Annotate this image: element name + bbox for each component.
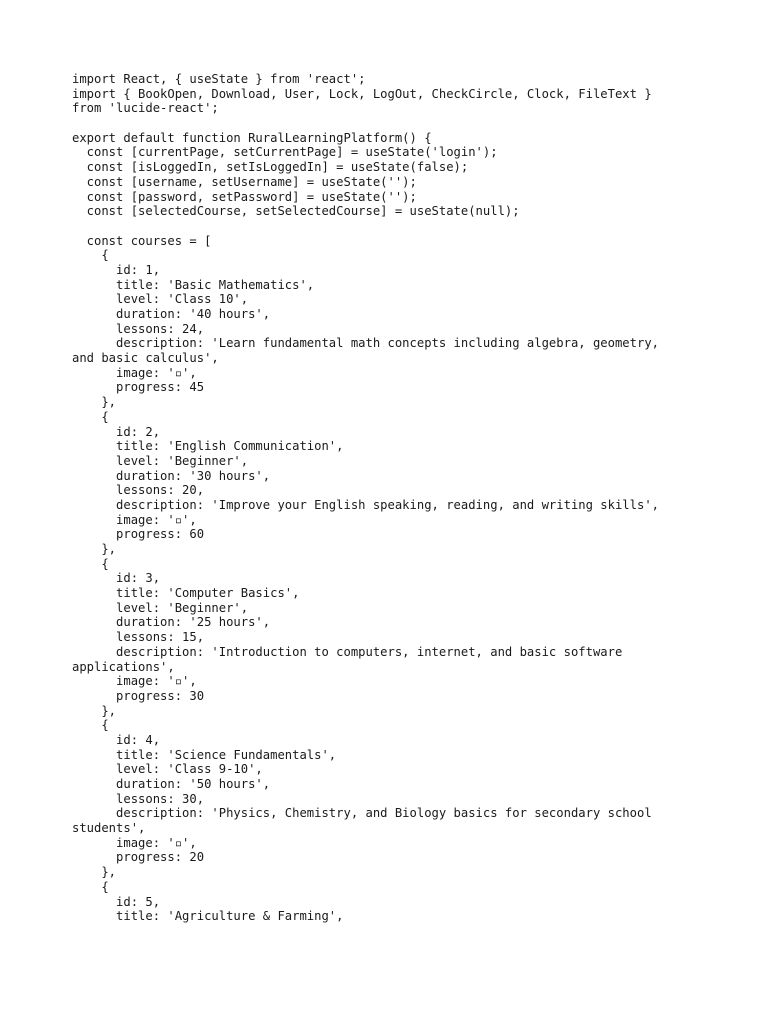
code-line: const [username, setUsername] = useState(''); [72, 174, 417, 189]
code-line: description: 'Learn fundamental math concepts including algebra, geometry, [72, 336, 659, 351]
code-line: image: '▫', [72, 365, 197, 380]
code-line: lessons: 24, [72, 321, 205, 336]
code-line: { [72, 248, 109, 263]
code-line: applications', [72, 659, 175, 674]
code-line: const [isLoggedIn, setIsLoggedIn] = useState(false); [72, 160, 469, 175]
code-line: description: 'Improve your English speaking, reading, and writing skills', [72, 497, 659, 512]
code-line: title: 'Agriculture & Farming', [72, 909, 344, 924]
code-line: import React, { useState } from 'react'; [72, 72, 366, 86]
code-line: title: 'English Communication', [72, 439, 344, 454]
code-line: }, [72, 703, 117, 718]
code-line: and basic calculus', [72, 351, 219, 366]
code-line: duration: '25 hours', [72, 615, 271, 630]
code-line: progress: 60 [72, 527, 205, 542]
code-line: title: 'Basic Mathematics', [72, 277, 315, 292]
code-line: progress: 20 [72, 850, 205, 865]
code-line: import { BookOpen, Download, User, Lock, LogOut, CheckCircle, Clock, FileText } [72, 86, 652, 101]
code-line: { [72, 718, 109, 733]
code-document [72, 72, 712, 924]
code-line: { [72, 409, 109, 424]
code-line: description: 'Introduction to computers, internet, and basic software [72, 644, 623, 659]
code-line [72, 219, 712, 234]
code-line: id: 1, [72, 262, 161, 277]
code-line: export default function RuralLearningPlatform() { [72, 130, 432, 145]
code-line: level: 'Beginner', [72, 453, 249, 468]
code-line: { [72, 556, 109, 571]
code-line: level: 'Class 10', [72, 292, 249, 307]
code-line [72, 116, 712, 131]
code-line: const [selectedCourse, setSelectedCourse] = useState(null); [72, 204, 520, 219]
code-line: image: '▫', [72, 835, 197, 850]
code-line: const [currentPage, setCurrentPage] = useState('login'); [72, 145, 498, 160]
code-line: from 'lucide-react'; [72, 101, 219, 116]
code-line: id: 5, [72, 894, 161, 909]
code-line: level: 'Class 9-10', [72, 762, 263, 777]
code-line: lessons: 20, [72, 483, 205, 498]
code-line: const courses = [ [72, 233, 212, 248]
code-line: level: 'Beginner', [72, 600, 249, 615]
code-line: duration: '50 hours', [72, 777, 271, 791]
code-line: title: 'Science Fundamentals', [72, 747, 337, 762]
code-line: duration: '30 hours', [72, 468, 271, 483]
code-line: id: 4, [72, 732, 161, 747]
code-line: }, [72, 542, 117, 556]
code-line: description: 'Physics, Chemistry, and Biology basics for secondary school [72, 806, 652, 821]
code-line: duration: '40 hours', [72, 307, 271, 321]
code-line: }, [72, 395, 117, 410]
code-line: lessons: 30, [72, 791, 205, 806]
code-line: title: 'Computer Basics', [72, 586, 300, 601]
code-line: image: '▫', [72, 512, 197, 527]
code-line: id: 3, [72, 571, 161, 586]
code-line: const [password, setPassword] = useState(''); [72, 189, 417, 204]
code-line: lessons: 15, [72, 630, 205, 645]
code-line: progress: 30 [72, 688, 205, 703]
code-line: id: 2, [72, 424, 161, 439]
code-line: progress: 45 [72, 380, 205, 395]
code-line: students', [72, 821, 146, 836]
code-line: image: '▫', [72, 674, 197, 689]
code-line: { [72, 879, 109, 894]
code-line: }, [72, 865, 117, 880]
